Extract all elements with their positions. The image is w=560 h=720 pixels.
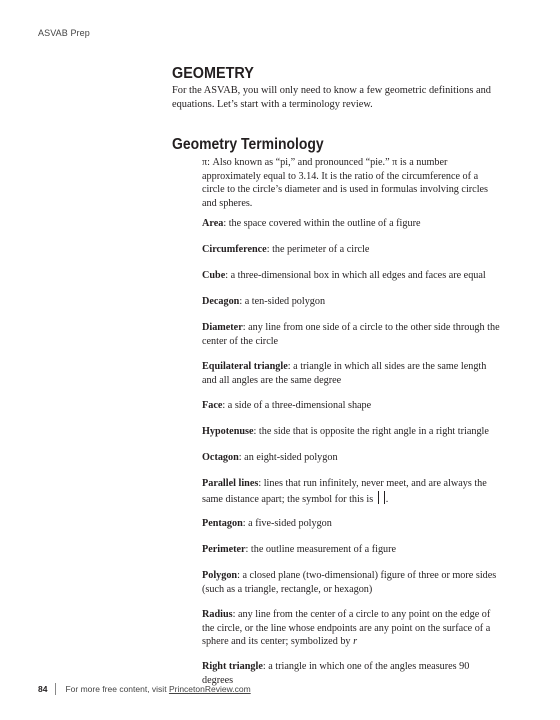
term-name: Face [202,400,223,411]
page-number: 84 [38,684,48,694]
term-definition: : the outline measurement of a figure [245,544,397,555]
term-definition: : any line from one side of a circle to the other side through the center of the circle [202,322,500,347]
term-symbol: r [353,636,358,647]
term-entry-decagon [202,295,502,309]
term-entry-equilateral-triangle [202,360,502,387]
term-name: Pentagon [202,518,243,529]
term-definition: : lines that run infinitely, never meet, and are always the same distance apart; the symbol for this is [202,478,487,505]
running-header: ASVAB Prep [38,28,90,38]
term-name: Decagon [202,296,240,307]
term-name: Equilateral triangle [202,361,288,372]
term-definition: : a closed plane (two-dimensional) figure of three or more sides (such as a triangle, rectangle, or hexagon) [202,570,497,595]
term-entry-circumference [202,243,502,257]
term-entry-parallel-lines [202,477,502,506]
page-footer [38,683,251,695]
subsection-title: Geometry Terminology [172,136,324,153]
term-entry-octagon [202,451,502,465]
term-name: Radius [202,609,233,620]
term-entry-face [202,399,502,413]
section-intro: For the ASVAB, you will only need to know a few geometric definitions and equations. Let’s start with a terminology review. [172,85,491,110]
term-definition: : a side of a three-dimensional shape [222,400,372,411]
term-name: Area [202,218,224,229]
term-entry-polygon [202,569,502,596]
footer-text: For more free content, visit [65,684,167,694]
term-entry-perimeter [202,543,502,557]
term-name: Circumference [202,244,267,255]
term-entry-pi [202,156,502,210]
term-definition: : the perimeter of a circle [266,244,370,255]
term-name: Parallel lines [202,478,259,489]
term-definition: : the side that is opposite the right angle in a right triangle [253,426,489,437]
term-name: Perimeter [202,544,246,555]
term-entry-area [202,217,502,231]
term-definition: : the space covered within the outline of a figure [223,218,421,229]
term-definition: : a three-dimensional box in which all edges and faces are equal [225,270,486,281]
term-suffix: . [385,493,389,505]
footer-divider [55,683,56,695]
section-title: GEOMETRY [172,65,254,82]
term-name: Right triangle [202,661,263,672]
term-definition: : a triangle in which one of the angles measures 90 degrees [202,661,470,686]
term-definition: : a triangle in which all sides are the same length and all angles are the same degree [202,361,487,386]
term-entry-hypotenuse [202,425,502,439]
term-name: Polygon [202,570,238,581]
term-entry-cube [202,269,502,283]
term-definition: π: Also known as “pi,” and pronounced “pie.” π is a number approximately equal to 3.14. It is the ratio of the circumference of a circle to the circle’s diameter and is used in formulas involving circles and spheres. [202,157,489,209]
term-definition: : an eight-sided polygon [238,452,338,463]
term-definition: : any line from the center of a circle to any point on the edge of the circle, or the line whose endpoints are any point on the surface of a sphere and its center; symbolized by [202,609,491,647]
parallel-symbol-icon [378,491,385,504]
term-entry-pentagon [202,517,502,531]
term-name: Diameter [202,322,243,333]
term-definition: : a ten-sided polygon [239,296,326,307]
term-definition: : a five-sided polygon [242,518,332,529]
footer-link[interactable]: PrincetonReview.com [168,684,251,694]
term-name: Octagon [202,452,239,463]
term-entry-radius [202,608,502,649]
term-entry-diameter [202,321,502,348]
term-name: Hypotenuse [202,426,254,437]
term-name: Cube [202,270,226,281]
